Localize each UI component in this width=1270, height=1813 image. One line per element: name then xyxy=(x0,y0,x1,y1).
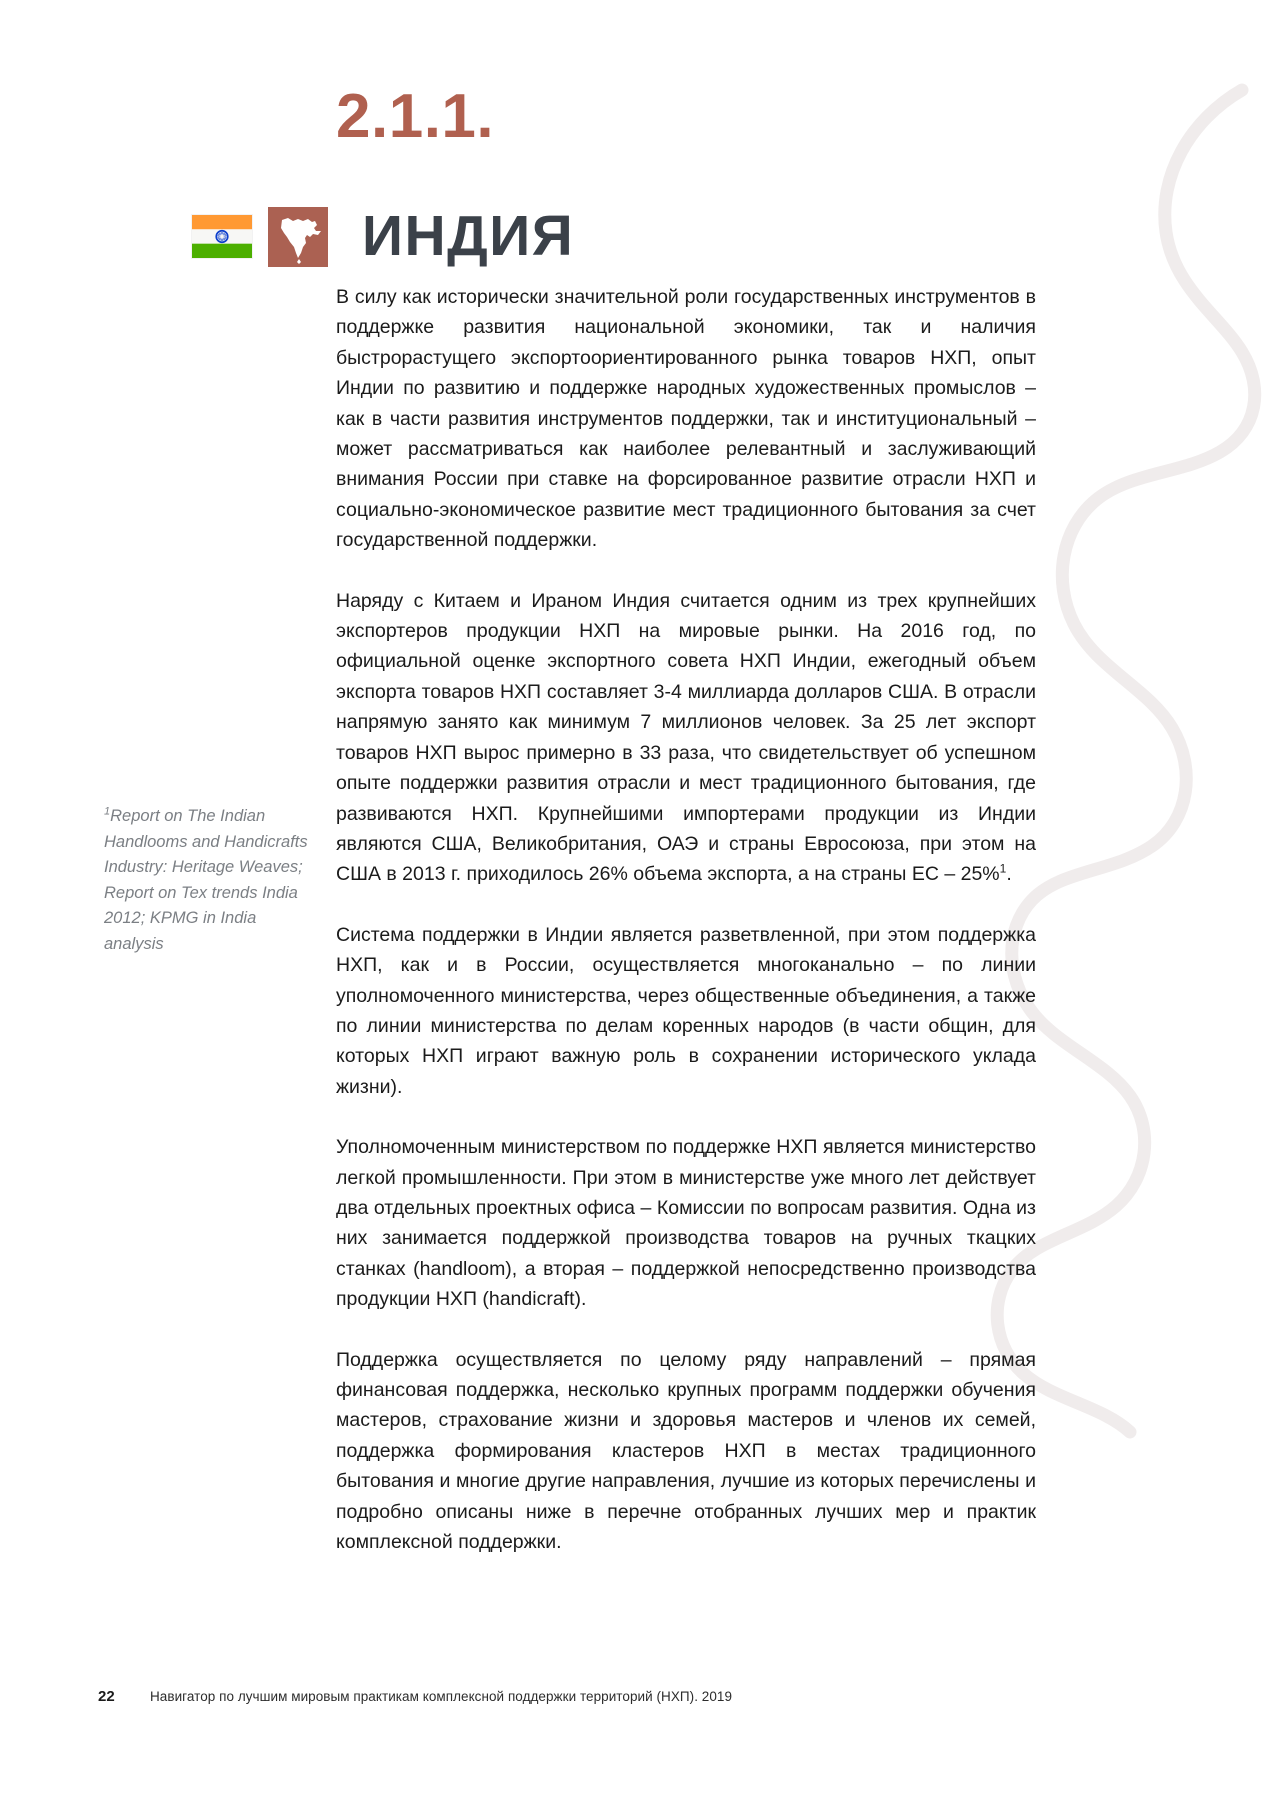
page-header xyxy=(0,82,1270,269)
sidenote-text: Report on The Indian Handlooms and Handicrafts Industry: Heritage Weaves; Report on Tex trends India 2012; KPMG in India analysis xyxy=(104,807,308,953)
body-text-column xyxy=(336,282,1036,1557)
footer-page-number: 22 xyxy=(98,1688,115,1705)
body-paragraph-text: Наряду с Китаем и Ираном Индия считается одним из трех крупнейших экспортеров продукции НХП на мировые рынки. На 2016 год, по официальной оценке экспортного совета НХП Индии, ежегодный объем экспорта товаров НХП составляет 3-4 миллиарда долларов США. В отрасли напрямую занято как минимум 7 миллионов человек. За 25 лет экспорт товаров НХП вырос примерно в 33 раза, что свидетельствует об успешном опыте поддержки развития отрасли и мест традиционного бытования, где развиваются НХП. Крупнейшими импортерами продукции из Индии являются США, Великобритания, ОАЭ и страны Евросоюза, при этом на США в 2013 г. приходилось 26% объема экспорта, а на страны ЕС – 25% xyxy=(336,589,1036,886)
footer-document-title: Навигатор по лучшим мировым практикам комплексной поддержки территорий (НХП). 2019 xyxy=(150,1689,733,1704)
body-paragraph-tail: . xyxy=(1006,863,1012,886)
body-paragraph: Уполномоченным министерством по поддержке НХП является министерство легкой промышленности. При этом в министерстве уже много лет действует два отдельных проектных офиса – Комиссии по вопросам развития. Одна из них занимается поддержкой производства товаров на ручных ткацких станках (handloom), а вторая – поддержкой непосредственно производства продукции НХП (handicraft). xyxy=(336,1136,1036,1311)
page-footer xyxy=(98,1688,732,1705)
body-footnote-marker: 1 xyxy=(999,861,1007,876)
body-paragraph: В силу как исторически значительной роли государственных инструментов в поддержке развития национальной экономики, так и наличия быстрорастущего экспортоориентированного рынка товаров НХП, опыт Индии по развитию и поддержке народных художественных промыслов – как в части развития инструментов поддержки, так и институциональный – может рассматриваться как наиболее релевантный и заслуживающий внимания России при ставке на форсированное развитие отрасли НХП и социально-экономическое развитие мест традиционного бытования за счет государственной поддержки. xyxy=(336,286,1036,552)
india-map-icon xyxy=(268,207,328,267)
body-paragraph xyxy=(336,586,1036,890)
body-paragraph: Система поддержки в Индии является разветвленной, при этом поддержка НХП, как и в России, осуществляется многоканально – по линии уполномоченного министерства, через общественные объединения, а также по линии министерства по делам коренных народов (в части общин, для которых НХП играют важную роль в сохранении исторического уклада жизни). xyxy=(336,923,1036,1098)
sidenote-marker: 1 xyxy=(104,805,111,818)
sidenote-footnote-source xyxy=(104,804,312,957)
section-number: 2.1.1. xyxy=(336,82,495,151)
india-flag-icon xyxy=(192,215,252,258)
page-title: ИНДИЯ xyxy=(362,204,575,269)
body-paragraph: Поддержка осуществляется по целому ряду направлений – прямая финансовая поддержка, несколько крупных программ поддержки обучения мастеров, страхование жизни и здоровья мастеров и членов их семей, поддержка формирования кластеров НХП в местах традиционного бытования и многие другие направления, лучшие из которых перечислены и подробно описаны ниже в перечне отобранных лучших мер и практик комплексной поддержки. xyxy=(336,1348,1036,1554)
